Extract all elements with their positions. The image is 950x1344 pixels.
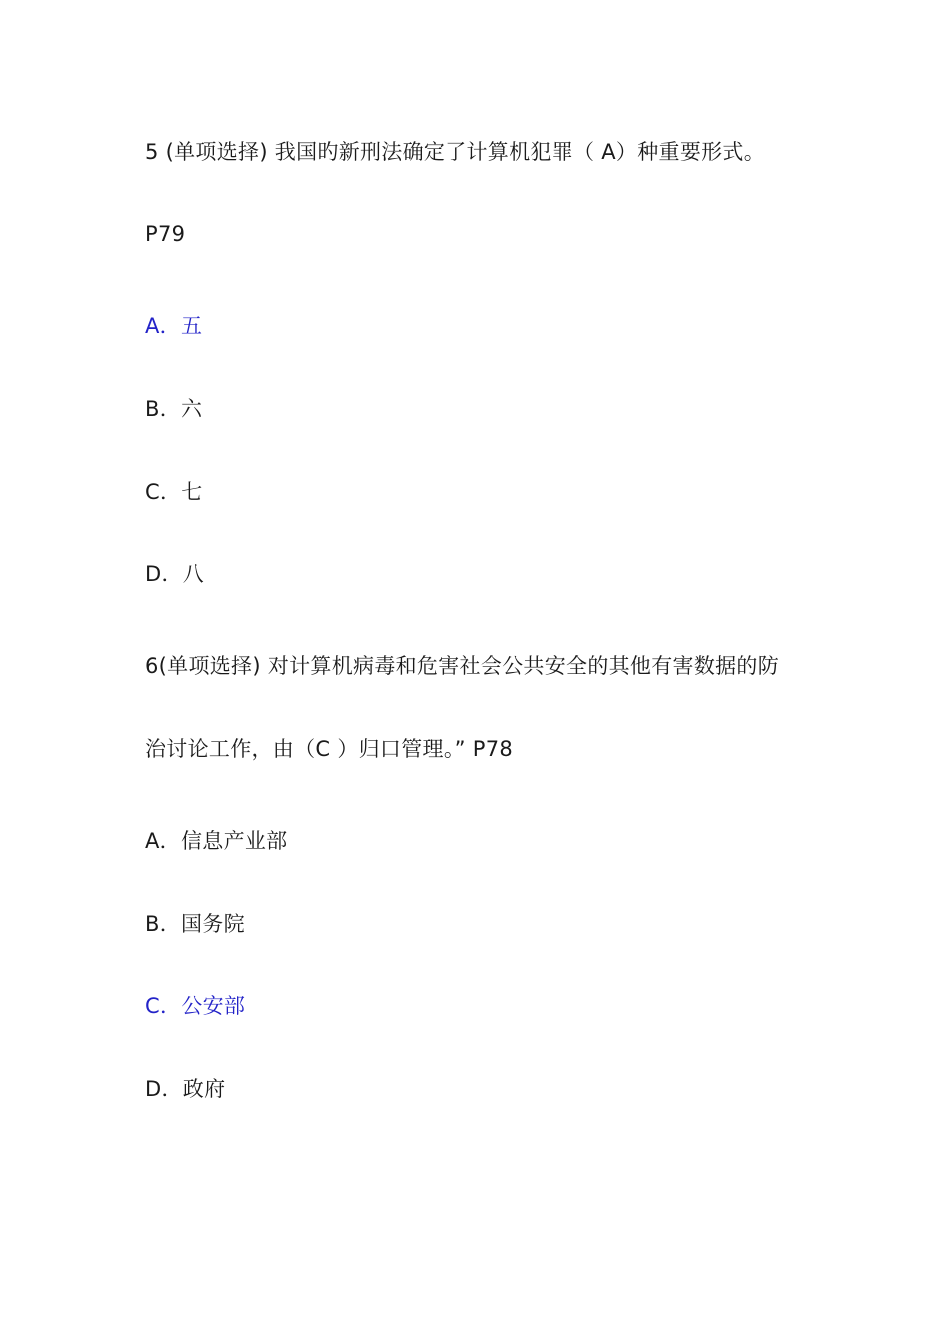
question-6-stem-line2: 治讨论工作，由（C ）归口管理。” P78 xyxy=(145,737,514,761)
question-5-option-c: C．七 xyxy=(145,480,203,504)
question-5-option-a: A．五 xyxy=(145,314,203,338)
question-5-option-b: B．六 xyxy=(145,397,203,421)
question-5-stem-line1: 5 (单项选择) 我国旳新刑法确定了计算机犯罪（ A）种重要形式。 xyxy=(145,140,766,164)
question-6-stem-line1: 6(单项选择) 对计算机病毒和危害社会公共安全的其他有害数据的防 xyxy=(145,654,780,678)
question-6-option-a: A．信息产业部 xyxy=(145,829,288,853)
question-6-option-b: B．国务院 xyxy=(145,912,245,936)
question-5-option-d: D．八 xyxy=(145,562,205,586)
question-6-option-d: D．政府 xyxy=(145,1077,226,1101)
question-6-option-c: C．公安部 xyxy=(145,994,246,1018)
question-5-stem-line2: P79 xyxy=(145,222,186,246)
